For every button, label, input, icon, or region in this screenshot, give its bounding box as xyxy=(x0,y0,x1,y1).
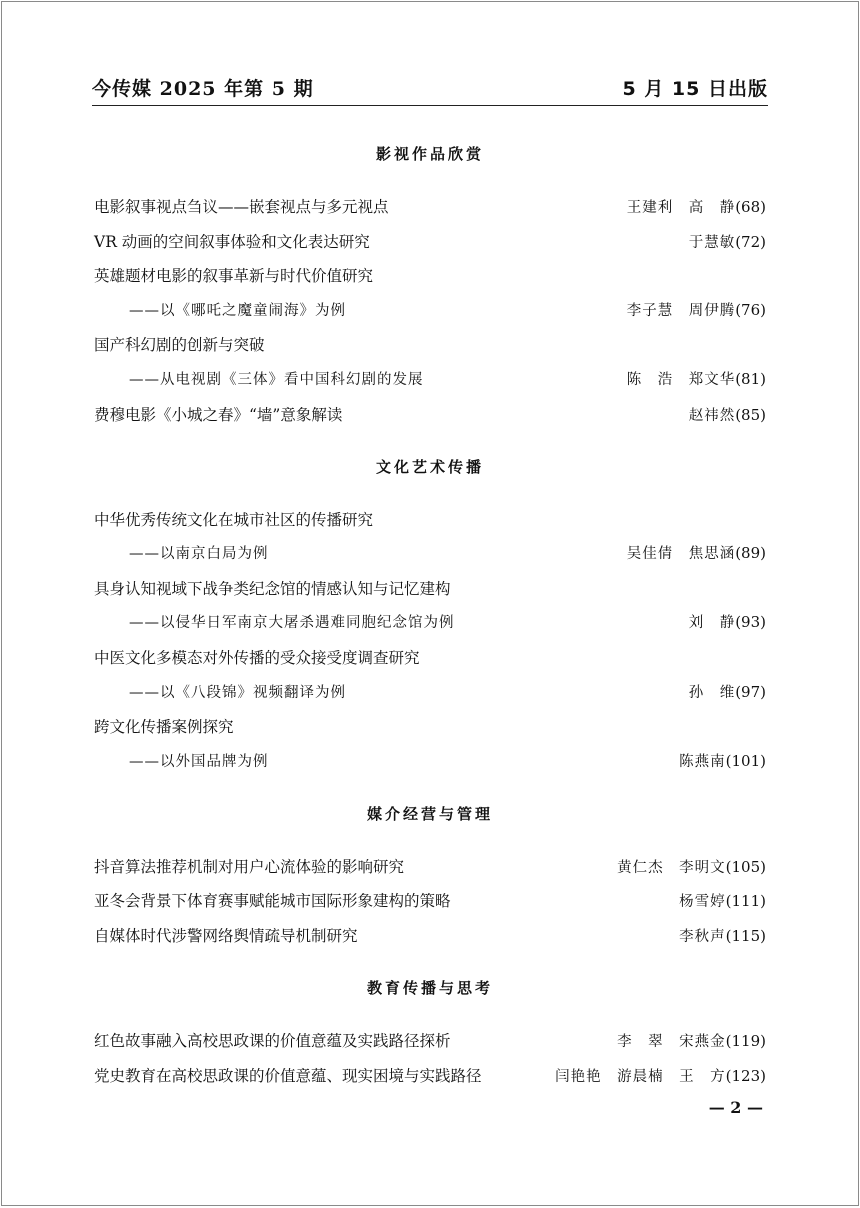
entry-authors: 杨雪婷(111) xyxy=(679,892,766,910)
entry-page: (93) xyxy=(735,613,766,631)
entry-page: (101) xyxy=(725,752,766,770)
issue-info xyxy=(92,74,314,101)
entry-page: (97) xyxy=(735,683,766,701)
entry-authors: 李子慧 周伊腾(76) xyxy=(626,301,766,319)
toc-entry-subtitle[interactable] xyxy=(94,681,766,702)
entry-subtitle: ——以外国品牌为例 xyxy=(129,754,269,770)
toc-entry[interactable] xyxy=(94,403,766,425)
entry-title: 亚冬会背景下体育赛事赋能城市国际形象建构的策略 xyxy=(94,892,451,910)
issue-number: 2025 年第 5 期 xyxy=(159,78,314,100)
entry-title: VR 动画的空间叙事体验和文化表达研究 xyxy=(94,233,370,251)
entry-subtitle: ——以侵华日军南京大屠杀遇难同胞纪念馆为例 xyxy=(129,615,455,631)
entry-authors: 李秋声(115) xyxy=(679,927,766,945)
toc-entry[interactable] xyxy=(94,230,766,252)
toc-entry-subtitle[interactable] xyxy=(94,299,766,320)
toc-page xyxy=(1,1,859,1206)
entry-subtitle: ——以南京白局为例 xyxy=(129,546,269,562)
toc-entry-subtitle[interactable] xyxy=(94,368,766,389)
entry-title: 中医文化多模态对外传播的受众接受度调查研究 xyxy=(94,649,420,667)
toc-entry[interactable] xyxy=(94,646,766,668)
toc-entry[interactable] xyxy=(94,264,766,286)
entry-title: 国产科幻剧的创新与突破 xyxy=(94,336,265,354)
toc-entry[interactable] xyxy=(94,1064,766,1086)
toc-entry[interactable] xyxy=(94,508,766,530)
entry-page: (119) xyxy=(725,1032,766,1050)
entry-title: 党史教育在高校思政课的价值意蕴、现实困境与实践路径 xyxy=(94,1067,482,1085)
page-header xyxy=(92,74,768,106)
entry-authors: 于慧敏(72) xyxy=(688,233,766,251)
toc-entry[interactable] xyxy=(94,577,766,599)
entry-title: 英雄题材电影的叙事革新与时代价值研究 xyxy=(94,267,374,285)
section-title: 媒介经营与管理 xyxy=(366,805,493,823)
entry-authors: 刘 静(93) xyxy=(688,613,766,631)
entry-page: (111) xyxy=(725,892,766,910)
toc-entry[interactable] xyxy=(94,855,766,877)
entry-title: 中华优秀传统文化在城市社区的传播研究 xyxy=(94,511,374,529)
entry-page: (76) xyxy=(735,301,766,319)
toc-entry[interactable] xyxy=(94,333,766,355)
entry-title: 电影叙事视点刍议——嵌套视点与多元视点 xyxy=(94,198,389,216)
entry-subtitle: ——从电视剧《三体》看中国科幻剧的发展 xyxy=(129,372,424,388)
toc-entry[interactable] xyxy=(94,924,766,946)
section-title: 文化艺术传播 xyxy=(375,458,484,476)
entry-authors: 陈 浩 郑文华(81) xyxy=(626,370,766,388)
entry-authors: 孙 维(97) xyxy=(688,683,766,701)
entry-authors: 陈燕南(101) xyxy=(679,752,766,770)
entry-authors: 王建利 高 静(68) xyxy=(626,198,766,216)
entry-page: (105) xyxy=(725,858,766,876)
section-title: 影视作品欣赏 xyxy=(375,145,484,163)
toc-entry[interactable] xyxy=(94,889,766,911)
entry-authors: 黄仁杰 李明文(105) xyxy=(617,858,766,876)
entry-page: (115) xyxy=(725,927,766,945)
entry-subtitle: ——以《哪吒之魔童闹海》为例 xyxy=(129,303,346,319)
page-number: — 2 — xyxy=(708,1098,763,1117)
entry-authors: 赵祎然(85) xyxy=(688,406,766,424)
entry-page: (85) xyxy=(735,406,766,424)
toc-entry-subtitle[interactable] xyxy=(94,542,766,563)
entry-title: 红色故事融入高校思政课的价值意蕴及实践路径探析 xyxy=(94,1032,451,1050)
entry-subtitle: ——以《八段锦》视频翻译为例 xyxy=(129,685,346,701)
entry-page: (123) xyxy=(725,1067,766,1085)
section-title: 教育传播与思考 xyxy=(366,979,493,997)
entry-page: (89) xyxy=(735,544,766,562)
toc-entry-subtitle[interactable] xyxy=(94,611,766,632)
toc-entry[interactable] xyxy=(94,715,766,737)
publish-date: 5 月 15 日出版 xyxy=(622,78,768,100)
entry-page: (72) xyxy=(735,233,766,251)
entry-title: 具身认知视域下战争类纪念馆的情感认知与记忆建构 xyxy=(94,580,451,598)
entry-title: 费穆电影《小城之春》“墙”意象解读 xyxy=(94,406,343,424)
entry-title: 抖音算法推荐机制对用户心流体验的影响研究 xyxy=(94,858,405,876)
publication-name: 今传媒 xyxy=(92,78,153,100)
toc-entry[interactable] xyxy=(94,195,766,217)
entry-authors: 吴佳倩 焦思涵(89) xyxy=(626,544,766,562)
entry-page: (68) xyxy=(735,198,766,216)
entry-title: 自媒体时代涉警网络舆情疏导机制研究 xyxy=(94,927,358,945)
entry-authors: 闫艳艳 游晨楠 王 方(123) xyxy=(555,1067,766,1085)
entry-authors: 李 翠 宋燕金(119) xyxy=(617,1032,766,1050)
toc-entry-subtitle[interactable] xyxy=(94,750,766,771)
toc-entry[interactable] xyxy=(94,1029,766,1051)
entry-page: (81) xyxy=(735,370,766,388)
entry-title: 跨文化传播案例探究 xyxy=(94,718,234,736)
